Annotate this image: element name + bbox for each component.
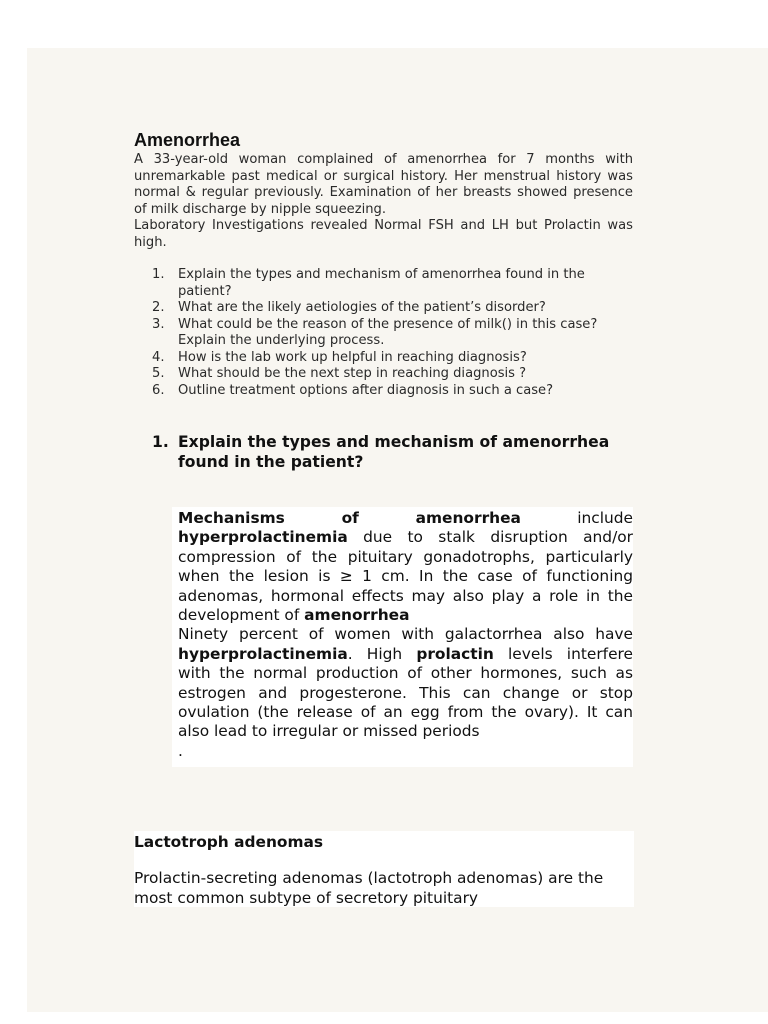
section-heading: Lactotroph adenomas — [134, 833, 324, 851]
answer-heading-text: Explain the types and mechanism of amenorrhea found in the patient? — [178, 433, 610, 471]
list-item: 4. How is the lab work up helpful in reaching diagnosis? — [152, 349, 527, 365]
list-item: 3. What could be the reason of the presence of milk() in this case? Explain the underlying process. — [152, 316, 598, 348]
lab-paragraph: Laboratory Investigations revealed Normal FSH and LH but Prolactin was high. — [134, 218, 633, 250]
list-item: 6. Outline treatment options after diagnosis in such a case? — [152, 382, 554, 398]
question-list — [152, 267, 633, 399]
trailing-period: . — [178, 741, 183, 760]
document-title: Amenorrhea — [134, 130, 241, 150]
case-description — [134, 152, 633, 251]
list-item: 5. What should be the next step in reaching diagnosis ? — [152, 366, 527, 381]
section-text: Prolactin-secreting adenomas (lactotroph adenomas) are the most common subtype of secretory pituitary — [134, 869, 604, 907]
list-item: 2. What are the likely aetiologies of the patient’s disorder? — [152, 300, 546, 315]
intro-paragraph: A 33-year-old woman complained of amenorrhea for 7 months with unremarkable past medical or surgical history. Her menstrual history was normal & regular previously. Examination of her breasts showed presence of milk discharge by nipple squeezing. — [134, 152, 633, 217]
lactotroph-section — [134, 831, 634, 907]
answer-block — [172, 507, 633, 767]
mechanism-paragraph: Mechanisms of amenorrhea include hyperprolactinemia due to stalk disruption and/or compression of the pituitary gonadotrophs, particularly when the lesion is ≥ 1 cm. In the case of functioning adenomas, hormonal effects may also play a role in the development of amenorrhea — [178, 509, 634, 625]
list-item: 1. Explain the types and mechanism of amenorrhea found in the patient? — [152, 267, 585, 299]
answer-heading: 1. Explain the types and mechanism of amenorrhea found in the patient? — [152, 432, 633, 472]
galactorrhea-paragraph: Ninety percent of women with galactorrhea also have hyperprolactinemia. High prolactin levels interfere with the normal production of other hormones, such as estrogen and progesterone. This can change or stop ovulation (the release of an egg from the ovary). It can also lead to irregular or missed periods — [178, 625, 633, 741]
